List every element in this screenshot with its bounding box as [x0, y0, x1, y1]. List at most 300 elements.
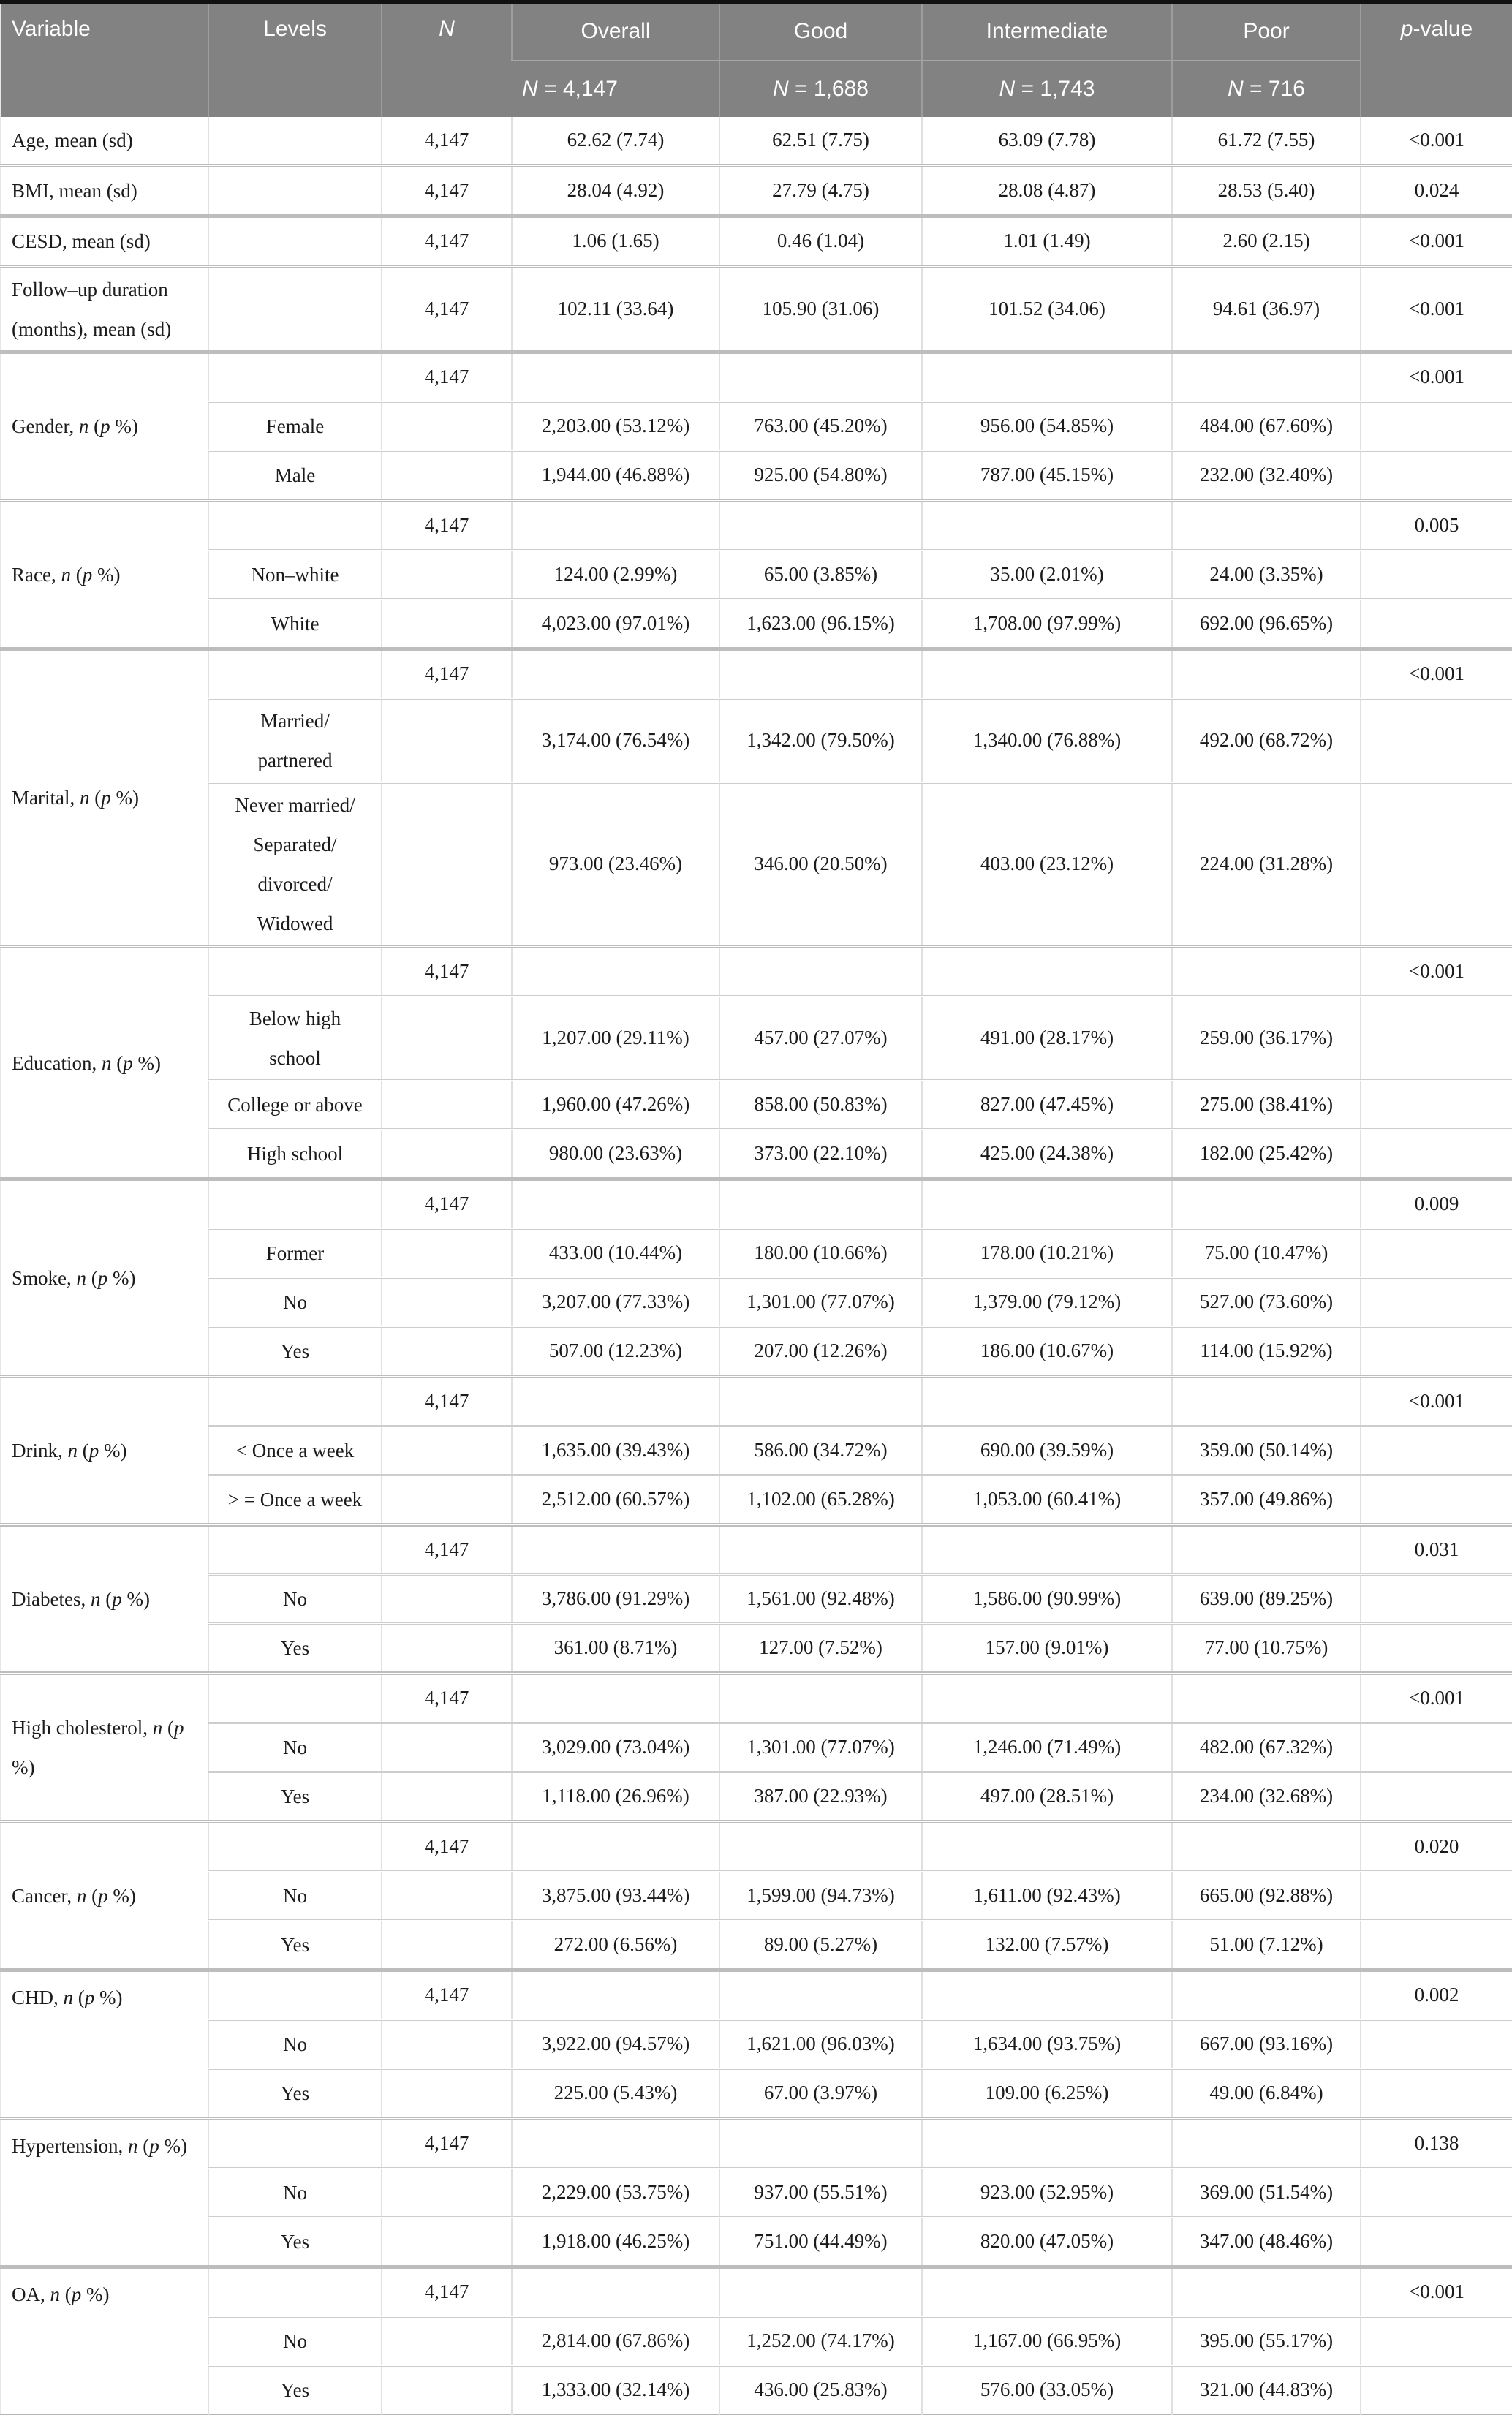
level-cell: High school [208, 1130, 382, 1179]
level-cell: White [208, 600, 382, 649]
poor-cell: 357.00 (49.86%) [1172, 1475, 1361, 1525]
good-cell [719, 1377, 922, 1426]
p-value-cell [1361, 1772, 1512, 1822]
good-cell: 180.00 (10.66%) [719, 1229, 922, 1278]
n-cell: 4,147 [382, 352, 512, 402]
poor-cell [1172, 1179, 1361, 1229]
variable-label: Drink, n (p %) [1, 1377, 208, 1525]
good-cell: 1,252.00 (74.17%) [719, 2317, 922, 2366]
level-cell: Yes [208, 1772, 382, 1822]
overall-cell [512, 2119, 719, 2169]
column-header-variable: Variable [1, 2, 208, 118]
level-row [1, 1130, 1512, 1179]
p-value-cell [1361, 402, 1512, 451]
level-cell [208, 267, 382, 352]
group-header-row [1, 1970, 1512, 2020]
intermediate-cell [922, 352, 1172, 402]
poor-cell: 639.00 (89.25%) [1172, 1575, 1361, 1624]
n-cell [382, 997, 512, 1081]
intermediate-cell: 178.00 (10.21%) [922, 1229, 1172, 1278]
poor-cell: 75.00 (10.47%) [1172, 1229, 1361, 1278]
overall-cell: 1,635.00 (39.43%) [512, 1426, 719, 1475]
p-value-cell: 0.031 [1361, 1525, 1512, 1575]
poor-cell: 321.00 (44.83%) [1172, 2366, 1361, 2415]
intermediate-cell: 787.00 (45.15%) [922, 451, 1172, 501]
p-value-cell [1361, 1229, 1512, 1278]
column-header-overall: Overall [512, 2, 719, 61]
good-cell [719, 1179, 922, 1229]
poor-cell: 482.00 (67.32%) [1172, 1723, 1361, 1772]
n-cell: 4,147 [382, 649, 512, 699]
level-cell: No [208, 2020, 382, 2069]
level-cell [208, 352, 382, 402]
overall-cell: 1,333.00 (32.14%) [512, 2366, 719, 2415]
variable-label: BMI, mean (sd) [1, 166, 208, 216]
n-cell: 4,147 [382, 1970, 512, 2020]
intermediate-cell [922, 1179, 1172, 1229]
n-cell: 4,147 [382, 166, 512, 216]
poor-cell [1172, 1970, 1361, 2020]
group-header-row [1, 117, 1512, 166]
good-cell [719, 947, 922, 997]
intermediate-cell [922, 2119, 1172, 2169]
level-row [1, 1475, 1512, 1525]
n-cell [382, 2069, 512, 2119]
intermediate-cell: 403.00 (23.12%) [922, 783, 1172, 947]
level-cell: Yes [208, 1921, 382, 1970]
group-header-row [1, 1525, 1512, 1575]
level-row [1, 2317, 1512, 2366]
p-value-cell [1361, 1475, 1512, 1525]
p-value-cell [1361, 1624, 1512, 1674]
overall-cell: 3,174.00 (76.54%) [512, 699, 719, 783]
poor-cell: 234.00 (32.68%) [1172, 1772, 1361, 1822]
n-cell: 4,147 [382, 1179, 512, 1229]
n-cell [382, 2218, 512, 2267]
overall-cell: 1,960.00 (47.26%) [512, 1081, 719, 1130]
p-value-cell [1361, 997, 1512, 1081]
poor-cell [1172, 1822, 1361, 1872]
level-cell [208, 947, 382, 997]
level-row [1, 1229, 1512, 1278]
intermediate-cell [922, 1822, 1172, 1872]
level-cell: No [208, 1723, 382, 1772]
good-cell [719, 1822, 922, 1872]
level-row [1, 451, 1512, 501]
overall-cell: 124.00 (2.99%) [512, 551, 719, 600]
good-cell [719, 1674, 922, 1723]
poor-cell [1172, 2267, 1361, 2317]
poor-cell: 49.00 (6.84%) [1172, 2069, 1361, 2119]
level-cell: Male [208, 451, 382, 501]
level-cell: Yes [208, 1327, 382, 1377]
level-row [1, 2169, 1512, 2218]
overall-cell: 102.11 (33.64) [512, 267, 719, 352]
poor-cell: 395.00 (55.17%) [1172, 2317, 1361, 2366]
p-value-cell: <0.001 [1361, 267, 1512, 352]
intermediate-cell: 1.01 (1.49) [922, 216, 1172, 267]
variable-label: Age, mean (sd) [12, 129, 133, 151]
variable-label: CESD, mean (sd) [1, 216, 208, 267]
n-cell [382, 2366, 512, 2415]
level-cell: No [208, 1872, 382, 1921]
overall-cell: 28.04 (4.92) [512, 166, 719, 216]
intermediate-cell: 1,167.00 (66.95%) [922, 2317, 1172, 2366]
good-cell: 62.51 (7.75) [719, 117, 922, 166]
poor-cell: 77.00 (10.75%) [1172, 1624, 1361, 1674]
poor-cell: 114.00 (15.92%) [1172, 1327, 1361, 1377]
overall-cell: 1,944.00 (46.88%) [512, 451, 719, 501]
good-cell [719, 1970, 922, 2020]
group-header-row [1, 2119, 1512, 2169]
p-value-cell: <0.001 [1361, 1377, 1512, 1426]
n-cell [382, 1872, 512, 1921]
group-header-row [1, 947, 1512, 997]
level-row [1, 1575, 1512, 1624]
good-cell: 1,621.00 (96.03%) [719, 2020, 922, 2069]
level-cell: > = Once a week [208, 1475, 382, 1525]
overall-cell: 1,118.00 (26.96%) [512, 1772, 719, 1822]
p-value-cell: 0.020 [1361, 1822, 1512, 1872]
p-value-cell [1361, 2366, 1512, 2415]
good-cell: 1,342.00 (79.50%) [719, 699, 922, 783]
p-value-cell: <0.001 [1361, 352, 1512, 402]
poor-cell [1172, 947, 1361, 997]
p-value-cell: <0.001 [1361, 2267, 1512, 2317]
n-cell [382, 1278, 512, 1327]
good-cell: 1,301.00 (77.07%) [719, 1278, 922, 1327]
good-cell: 751.00 (44.49%) [719, 2218, 922, 2267]
level-cell [208, 1674, 382, 1723]
good-cell: 1,301.00 (77.07%) [719, 1723, 922, 1772]
variable-label: Cancer, n (p %) [1, 1822, 208, 1970]
p-value-cell [1361, 2020, 1512, 2069]
intermediate-cell: 1,340.00 (76.88%) [922, 699, 1172, 783]
level-row [1, 2020, 1512, 2069]
level-row [1, 783, 1512, 947]
intermediate-cell [922, 501, 1172, 551]
poor-cell: 347.00 (48.46%) [1172, 2218, 1361, 2267]
level-row [1, 1327, 1512, 1377]
subheader-good-n: N = 1,688 [719, 61, 922, 117]
overall-cell [512, 1377, 719, 1426]
poor-cell: 667.00 (93.16%) [1172, 2020, 1361, 2069]
n-cell [382, 1624, 512, 1674]
overall-cell: 3,786.00 (91.29%) [512, 1575, 719, 1624]
p-value-cell [1361, 2169, 1512, 2218]
level-cell: No [208, 1278, 382, 1327]
overall-cell: 4,023.00 (97.01%) [512, 600, 719, 649]
overall-cell: 1.06 (1.65) [512, 216, 719, 267]
good-cell [719, 649, 922, 699]
group-header-row [1, 2267, 1512, 2317]
level-cell [208, 1525, 382, 1575]
variable-label: High cholesterol, n (p %) [1, 1674, 208, 1822]
intermediate-cell: 63.09 (7.78) [922, 117, 1172, 166]
overall-cell [512, 352, 719, 402]
p-value-cell: <0.001 [1361, 117, 1512, 166]
intermediate-cell: 1,053.00 (60.41%) [922, 1475, 1172, 1525]
p-value-cell: 0.005 [1361, 501, 1512, 551]
intermediate-cell: 1,611.00 (92.43%) [922, 1872, 1172, 1921]
poor-cell: 369.00 (51.54%) [1172, 2169, 1361, 2218]
n-cell: 4,147 [382, 1377, 512, 1426]
p-value-cell [1361, 1921, 1512, 1970]
p-value-cell [1361, 1723, 1512, 1772]
poor-cell [1172, 1674, 1361, 1723]
poor-cell: 2.60 (2.15) [1172, 216, 1361, 267]
intermediate-cell: 28.08 (4.87) [922, 166, 1172, 216]
n-cell [382, 551, 512, 600]
group-header-row [1, 1674, 1512, 1723]
overall-cell: 973.00 (23.46%) [512, 783, 719, 947]
level-cell [208, 1822, 382, 1872]
intermediate-cell: 109.00 (6.25%) [922, 2069, 1172, 2119]
column-header-good: Good [719, 2, 922, 61]
level-row [1, 1772, 1512, 1822]
overall-cell: 225.00 (5.43%) [512, 2069, 719, 2119]
poor-cell [1172, 1377, 1361, 1426]
level-cell: Yes [208, 1624, 382, 1674]
n-cell: 4,147 [382, 947, 512, 997]
poor-cell: 182.00 (25.42%) [1172, 1130, 1361, 1179]
level-row [1, 1278, 1512, 1327]
level-cell [208, 1377, 382, 1426]
level-cell: Yes [208, 2366, 382, 2415]
n-cell [382, 1081, 512, 1130]
p-value-cell: <0.001 [1361, 947, 1512, 997]
good-cell: 207.00 (12.26%) [719, 1327, 922, 1377]
p-value-cell [1361, 551, 1512, 600]
group-header-row [1, 1377, 1512, 1426]
good-cell: 127.00 (7.52%) [719, 1624, 922, 1674]
overall-cell [512, 947, 719, 997]
p-value-cell [1361, 1575, 1512, 1624]
p-value-cell [1361, 1130, 1512, 1179]
variable-label: Gender, n (p %) [1, 352, 208, 501]
good-cell: 89.00 (5.27%) [719, 1921, 922, 1970]
good-cell: 436.00 (25.83%) [719, 2366, 922, 2415]
poor-cell: 232.00 (32.40%) [1172, 451, 1361, 501]
level-cell: Below high school [208, 997, 382, 1081]
group-header-row [1, 216, 1512, 267]
overall-cell: 2,203.00 (53.12%) [512, 402, 719, 451]
level-cell: Former [208, 1229, 382, 1278]
level-cell [208, 501, 382, 551]
poor-cell [1172, 649, 1361, 699]
intermediate-cell [922, 1970, 1172, 2020]
intermediate-cell: 132.00 (7.57%) [922, 1921, 1172, 1970]
n-cell [382, 1723, 512, 1772]
level-row [1, 1872, 1512, 1921]
group-header-row [1, 166, 1512, 216]
p-value-cell [1361, 2069, 1512, 2119]
n-cell [382, 1426, 512, 1475]
poor-cell [1172, 352, 1361, 402]
level-cell [208, 166, 382, 216]
group-header-row [1, 352, 1512, 402]
p-value-cell [1361, 2218, 1512, 2267]
p-value-cell [1361, 600, 1512, 649]
level-row [1, 1723, 1512, 1772]
intermediate-cell [922, 1525, 1172, 1575]
poor-cell: 527.00 (73.60%) [1172, 1278, 1361, 1327]
overall-cell: 507.00 (12.23%) [512, 1327, 719, 1377]
intermediate-cell: 101.52 (34.06) [922, 267, 1172, 352]
p-value-cell [1361, 783, 1512, 947]
overall-cell: 980.00 (23.63%) [512, 1130, 719, 1179]
variable-label: Smoke, n (p %) [1, 1179, 208, 1377]
overall-cell [512, 649, 719, 699]
intermediate-cell: 35.00 (2.01%) [922, 551, 1172, 600]
poor-cell [1172, 2119, 1361, 2169]
p-value-cell: 0.138 [1361, 2119, 1512, 2169]
overall-cell: 3,922.00 (94.57%) [512, 2020, 719, 2069]
level-row [1, 1426, 1512, 1475]
variable-label: Marital, n (p %) [1, 649, 208, 947]
level-cell [208, 1970, 382, 2020]
overall-cell: 361.00 (8.71%) [512, 1624, 719, 1674]
poor-cell: 692.00 (96.65%) [1172, 600, 1361, 649]
n-cell: 4,147 [382, 267, 512, 352]
intermediate-cell: 923.00 (52.95%) [922, 2169, 1172, 2218]
good-cell [719, 2267, 922, 2317]
overall-cell [512, 1674, 719, 1723]
poor-cell: 24.00 (3.35%) [1172, 551, 1361, 600]
n-cell [382, 783, 512, 947]
overall-cell [512, 501, 719, 551]
good-cell [719, 501, 922, 551]
intermediate-cell: 1,586.00 (90.99%) [922, 1575, 1172, 1624]
poor-cell [1172, 501, 1361, 551]
n-cell [382, 402, 512, 451]
good-cell: 1,102.00 (65.28%) [719, 1475, 922, 1525]
level-row [1, 2069, 1512, 2119]
group-header-row [1, 501, 1512, 551]
variable-label: Follow–up duration (months), mean (sd) [1, 267, 208, 352]
overall-cell: 3,875.00 (93.44%) [512, 1872, 719, 1921]
n-cell: 4,147 [382, 501, 512, 551]
variable-label: OA, n (p %) [1, 2267, 208, 2415]
intermediate-cell: 1,634.00 (93.75%) [922, 2020, 1172, 2069]
intermediate-cell [922, 947, 1172, 997]
intermediate-cell: 157.00 (9.01%) [922, 1624, 1172, 1674]
overall-cell: 272.00 (6.56%) [512, 1921, 719, 1970]
p-value-cell [1361, 699, 1512, 783]
level-cell [208, 2119, 382, 2169]
good-cell: 925.00 (54.80%) [719, 451, 922, 501]
level-cell [208, 216, 382, 267]
good-cell: 1,561.00 (92.48%) [719, 1575, 922, 1624]
poor-cell: 665.00 (92.88%) [1172, 1872, 1361, 1921]
group-header-row [1, 1822, 1512, 1872]
intermediate-cell: 1,246.00 (71.49%) [922, 1723, 1172, 1772]
good-cell: 457.00 (27.07%) [719, 997, 922, 1081]
n-cell [382, 1475, 512, 1525]
n-cell [382, 2317, 512, 2366]
good-cell: 763.00 (45.20%) [719, 402, 922, 451]
n-cell: 4,147 [382, 216, 512, 267]
n-cell: 4,147 [382, 1525, 512, 1575]
n-cell: 4,147 [382, 117, 512, 166]
n-cell: 4,147 [382, 2267, 512, 2317]
p-value-cell: <0.001 [1361, 216, 1512, 267]
good-cell: 586.00 (34.72%) [719, 1426, 922, 1475]
n-cell: 4,147 [382, 2119, 512, 2169]
good-cell: 858.00 (50.83%) [719, 1081, 922, 1130]
level-row [1, 600, 1512, 649]
overall-cell [512, 2267, 719, 2317]
intermediate-cell: 425.00 (24.38%) [922, 1130, 1172, 1179]
poor-cell: 28.53 (5.40) [1172, 166, 1361, 216]
poor-cell: 61.72 (7.55) [1172, 117, 1361, 166]
table-header [1, 2, 1512, 118]
column-header-poor: Poor [1172, 2, 1361, 61]
p-value-cell: 0.024 [1361, 166, 1512, 216]
p-value-cell [1361, 1081, 1512, 1130]
level-cell: Married/ partnered [208, 699, 382, 783]
intermediate-cell [922, 2267, 1172, 2317]
level-cell: Yes [208, 2218, 382, 2267]
intermediate-cell [922, 1674, 1172, 1723]
level-cell: Non–white [208, 551, 382, 600]
level-cell: Female [208, 402, 382, 451]
n-cell: 4,147 [382, 1822, 512, 1872]
level-cell [208, 649, 382, 699]
level-cell: < Once a week [208, 1426, 382, 1475]
p-value-cell [1361, 1278, 1512, 1327]
intermediate-cell: 690.00 (39.59%) [922, 1426, 1172, 1475]
overall-cell: 2,512.00 (60.57%) [512, 1475, 719, 1525]
good-cell [719, 352, 922, 402]
overall-cell [512, 1179, 719, 1229]
level-cell: No [208, 2169, 382, 2218]
intermediate-cell: 491.00 (28.17%) [922, 997, 1172, 1081]
overall-cell: 3,029.00 (73.04%) [512, 1723, 719, 1772]
poor-cell: 275.00 (38.41%) [1172, 1081, 1361, 1130]
level-cell: Never married/ Separated/ divorced/ Widowed [208, 783, 382, 947]
intermediate-cell: 956.00 (54.85%) [922, 402, 1172, 451]
poor-cell: 359.00 (50.14%) [1172, 1426, 1361, 1475]
intermediate-cell: 827.00 (47.45%) [922, 1081, 1172, 1130]
p-value-cell [1361, 1426, 1512, 1475]
good-cell: 27.79 (4.75) [719, 166, 922, 216]
overall-cell: 2,814.00 (67.86%) [512, 2317, 719, 2366]
p-value-cell [1361, 1872, 1512, 1921]
variable-label: Race, n (p %) [1, 501, 208, 649]
n-cell [382, 1772, 512, 1822]
level-row [1, 551, 1512, 600]
subheader-intermediate-n: N = 1,743 [922, 61, 1172, 117]
level-row [1, 1921, 1512, 1970]
p-value-cell: 0.009 [1361, 1179, 1512, 1229]
intermediate-cell: 186.00 (10.67%) [922, 1327, 1172, 1377]
level-cell: No [208, 1575, 382, 1624]
level-cell [208, 1179, 382, 1229]
level-row [1, 2366, 1512, 2415]
p-value-cell: 0.002 [1361, 1970, 1512, 2020]
intermediate-cell: 820.00 (47.05%) [922, 2218, 1172, 2267]
variable-label: Hypertension, n (p %) [1, 2119, 208, 2267]
good-cell: 65.00 (3.85%) [719, 551, 922, 600]
n-cell [382, 699, 512, 783]
column-header-pvalue: p-value [1361, 2, 1512, 118]
poor-cell: 94.61 (36.97) [1172, 267, 1361, 352]
good-cell: 346.00 (20.50%) [719, 783, 922, 947]
p-value-cell: <0.001 [1361, 1674, 1512, 1723]
level-row [1, 1624, 1512, 1674]
n-cell [382, 2169, 512, 2218]
